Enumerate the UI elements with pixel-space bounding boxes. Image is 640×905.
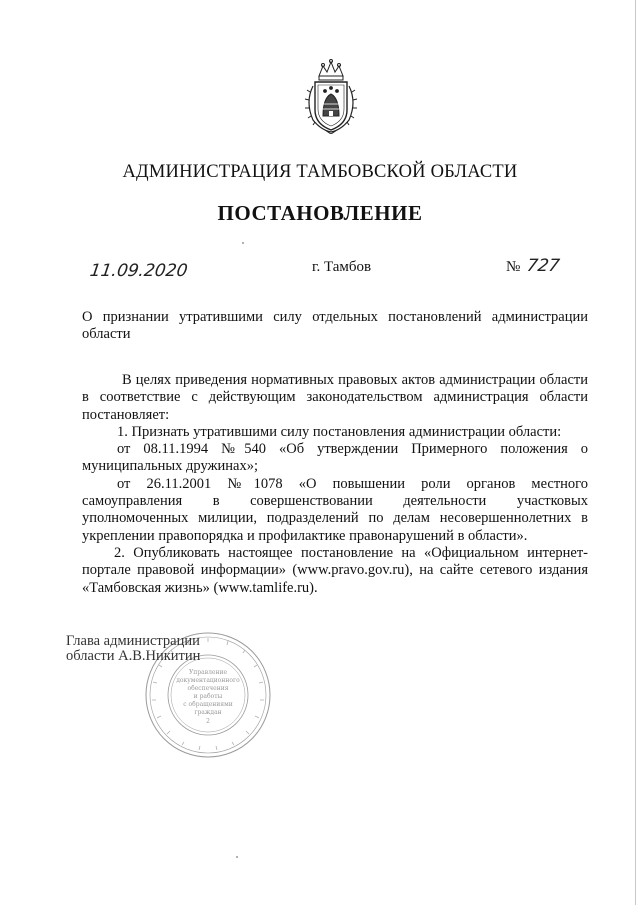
page-edge <box>635 0 636 905</box>
signature-position: Глава администрации <box>66 633 200 649</box>
preamble-paragraph: В целях приведения нормативных правовых актов администрации области в соответствие с действующим законодательством администрация области постановляет: <box>82 372 588 423</box>
item-1a-paragraph: от 08.11.1994 №540 «Об утверждении Примерного положения о муниципальных дружинах»; <box>82 441 588 475</box>
scan-speck <box>242 242 244 244</box>
document-number: 727 <box>525 256 561 276</box>
stamp-line-1: Управление <box>188 669 228 676</box>
organization-name: АДМИНИСТРАЦИЯ ТАМБОВСКОЙ ОБЛАСТИ <box>122 162 518 182</box>
stamp-line-6: граждан <box>194 709 222 716</box>
item-1-paragraph: 1. Признать утратившими силу постановления администрации области: <box>117 423 562 440</box>
stamp-line-5: с обращениями <box>183 701 233 708</box>
document-subject: О признании утратившими силу отдельных постановлений администрации области <box>82 309 588 342</box>
document-date: 11.09.2020 <box>88 261 189 281</box>
document-type-title: ПОСТАНОВЛЕНИЕ <box>217 201 423 225</box>
document-number-label: № <box>506 259 521 275</box>
stamp-line-7: 2 <box>206 718 210 725</box>
item-2-paragraph: 2. Опубликовать настоящее постановление на «Официальном интернет-портале правовой информации» (www.pravo.gov.ru), на сайте сетевого издания «Тамбовская жизнь» (www.tamlife.ru). <box>82 544 588 596</box>
signature-block <box>66 634 200 664</box>
document-city: г. Тамбов <box>312 259 372 275</box>
document-body <box>82 372 588 597</box>
signature-name: области А.В.Никитин <box>66 648 201 664</box>
item-1b-paragraph: от 26.11.2001 №1078 «О повышении роли органов местного самоуправления в совершенствовании деятельности участковых уполномоченных милиции, подразделений по делам несовершеннолетних в укреплении правопорядка и профилактике правонарушений в области». <box>82 475 588 544</box>
stamp-line-3: обеспечения <box>187 685 229 692</box>
scan-speck <box>236 856 238 858</box>
stamp-line-2: документационного <box>176 677 240 684</box>
tambov-coat-of-arms-emblem <box>301 58 361 134</box>
stamp-line-4: и работы <box>193 693 223 700</box>
